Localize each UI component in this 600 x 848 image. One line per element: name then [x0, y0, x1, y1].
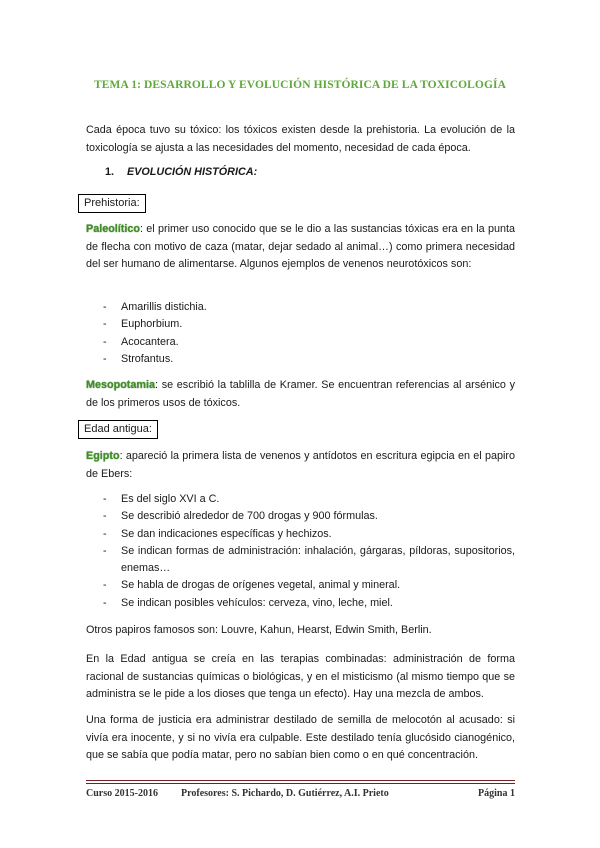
list-dash: -: [103, 335, 107, 348]
list-item: - Se indican posibles vehículos: cerveza, vino, leche, miel.: [86, 595, 515, 612]
section-title: EVOLUCIÓN HISTÓRICA:: [127, 166, 258, 178]
list-item: - Se indican formas de administración: inhalación, gárgaras, píldoras, supositorios, enemas…: [103, 544, 515, 575]
list-dash: -: [103, 596, 107, 609]
section-number: 1.: [105, 166, 115, 178]
footer-course: Curso 2015-2016: [86, 788, 158, 799]
ebers-list: [86, 491, 515, 612]
edad-antigua-label: Edad antigua:: [78, 420, 158, 439]
egipto-keyword: Egipto: [86, 450, 120, 462]
list-item: - Strofantus.: [86, 351, 515, 368]
footer-professors: Profesores: S. Pichardo, D. Gutiérrez, A.I. Prieto: [181, 788, 389, 799]
paleolitico-text: : el primer uso conocido que se le dio a las sustancias tóxicas era en la punta de flecha con motivo de caza (matar, dejar sedado al animal…) como primera necesidad del ser humano de alimentarse. Algunos ejemplos de venenos neurotóxicos son:: [86, 223, 515, 270]
list-item: - Euphorbium.: [86, 316, 515, 333]
list-dash: -: [103, 352, 107, 365]
mesopotamia-keyword: Mesopotamia: [86, 379, 155, 391]
venenos-list: [86, 299, 515, 368]
list-dash: -: [103, 527, 107, 540]
list-dash: -: [103, 579, 107, 592]
list-dash: -: [103, 510, 107, 523]
list-dash: -: [103, 544, 107, 557]
mesopotamia-paragraph: [86, 377, 515, 412]
mesopotamia-text: : se escribió la tablilla de Kramer. Se encuentran referencias al arsénico y de los primeros usos de tóxicos.: [86, 379, 515, 409]
list-dash: -: [103, 318, 107, 331]
prehistoria-label: Prehistoria:: [78, 194, 146, 213]
otros-papiros-paragraph: Otros papiros famosos son: Louvre, Kahun, Hearst, Edwin Smith, Berlin.: [86, 624, 432, 636]
list-item: - Amarillis distichia.: [86, 299, 515, 316]
paleolitico-keyword: Paleolítico: [86, 223, 141, 235]
list-item: - Se dan indicaciones específicas y hechizos.: [86, 526, 515, 543]
list-item: - Se habla de drogas de orígenes vegetal, animal y mineral.: [86, 577, 515, 594]
footer-page-number: Página 1: [478, 788, 515, 799]
list-dash: -: [103, 301, 107, 313]
intro-paragraph: Cada época tuvo su tóxico: los tóxicos existen desde la prehistoria. La evolución de la toxicología se ajusta a las necesidades del momento, necesidad de cada época.: [86, 124, 515, 154]
justicia-paragraph: Una forma de justicia era administrar destilado de semilla de melocotón al acusado: si vivía era inocente, y si no vivía era culpable. Este destilado tenía glucósido cianogénico, que se sabía que podía matar, pero no sabían bien como o en qué concentración.: [86, 714, 515, 761]
footer-rule-thin: [86, 783, 515, 784]
list-item: - Se describió alrededor de 700 drogas y 900 fórmulas.: [86, 508, 515, 525]
section-heading: [105, 166, 257, 178]
egipto-paragraph: [86, 448, 515, 483]
page-title: TEMA 1: DESARROLLO Y EVOLUCIÓN HISTÓRICA DE LA TOXICOLOGÍA: [94, 79, 506, 91]
terapias-paragraph: En la Edad antigua se creía en las terapias combinadas: administración de forma racional de sustancias químicas o biológicas, y en el misticismo (al mismo tiempo que se administra se le pide a los dioses que tenga un efecto). Hay una mezcla de ambos.: [86, 653, 515, 700]
list-item: - Acocantera.: [86, 334, 515, 351]
egipto-text: : apareció la primera lista de venenos y antídotos en escritura egipcia en el papiro de Ebers:: [86, 450, 515, 480]
list-dash: -: [103, 493, 107, 505]
list-item: - Es del siglo XVI a C.: [86, 491, 515, 508]
footer-rule: [86, 780, 515, 781]
paleolitico-paragraph: [86, 221, 515, 274]
